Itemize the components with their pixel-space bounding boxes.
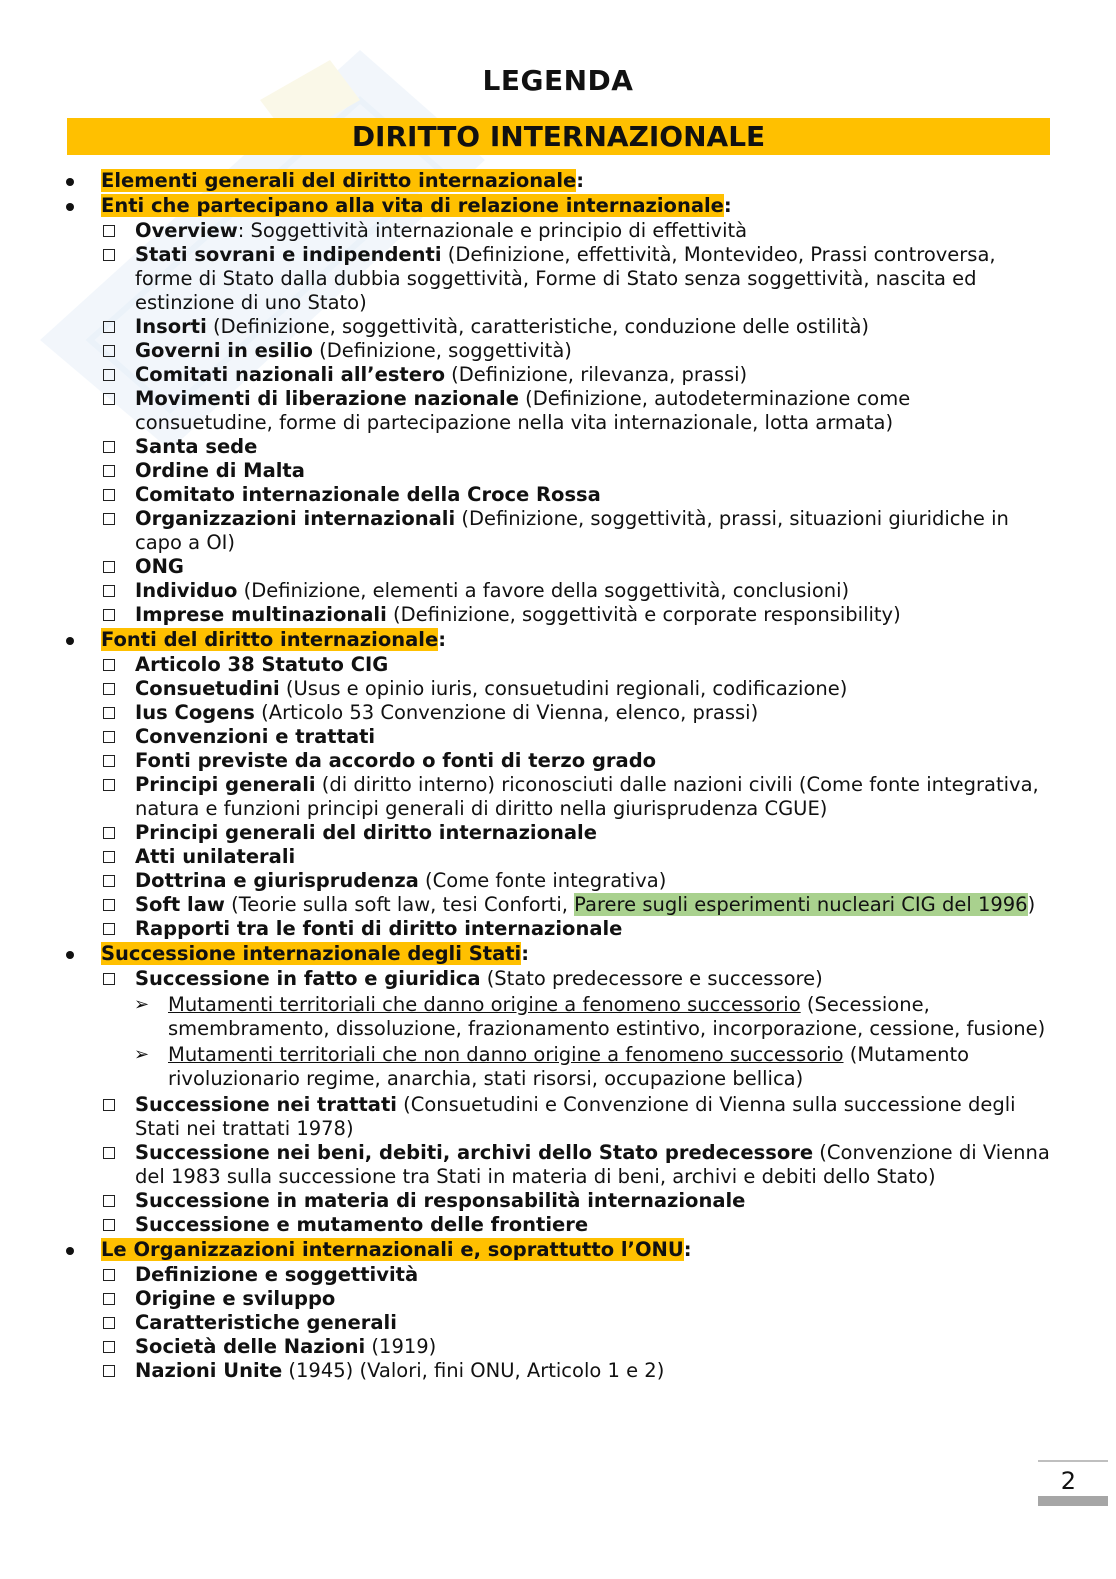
item-detail: (Definizione, autodeterminazione come consuetudine, forme di partecipazione nella vita internazionale, lotta armata) bbox=[135, 387, 911, 434]
item-detail: (Definizione, soggettività) bbox=[312, 339, 572, 362]
section-banner: DIRITTO INTERNAZIONALE bbox=[67, 118, 1050, 155]
checkbox-icon bbox=[103, 731, 115, 743]
item-detail: (Usus e opinio iuris, consuetudini regionali, codificazione) bbox=[279, 677, 848, 700]
item-title: Ordine di Malta bbox=[135, 459, 305, 482]
item-detail: (Definizione, soggettività, caratteristiche, conduzione delle ostilità) bbox=[206, 315, 870, 338]
checkbox-icon bbox=[103, 369, 115, 381]
checkbox-icon bbox=[103, 1269, 115, 1281]
list-item bbox=[0, 363, 1116, 387]
checkbox-icon bbox=[103, 1195, 115, 1207]
list-item bbox=[0, 773, 1116, 821]
section-heading-text: Le Organizzazioni internazionali e, soprattutto l’ONU bbox=[101, 1238, 684, 1261]
checkbox-icon bbox=[103, 923, 115, 935]
list-item bbox=[0, 219, 1116, 243]
section-heading bbox=[0, 1238, 1116, 1262]
heading-colon: : bbox=[521, 942, 530, 965]
page-number-bar bbox=[1038, 1496, 1108, 1506]
checkbox-icon bbox=[103, 489, 115, 501]
sub-item-title: Mutamenti territoriali che danno origine a fenomeno successorio bbox=[168, 993, 801, 1016]
item-highlight: Parere sugli esperimenti nucleari CIG del 1996 bbox=[574, 893, 1028, 916]
list-item bbox=[0, 1093, 1116, 1141]
section-heading bbox=[0, 169, 1116, 193]
list-item bbox=[0, 725, 1116, 749]
list-item bbox=[0, 1263, 1116, 1287]
checkbox-icon bbox=[103, 899, 115, 911]
list-item bbox=[0, 579, 1116, 603]
item-title: Principi generali bbox=[135, 773, 316, 796]
section-heading-text: Successione internazionale degli Stati bbox=[101, 942, 522, 965]
item-detail: (Definizione, rilevanza, prassi) bbox=[444, 363, 748, 386]
list-item bbox=[0, 1141, 1116, 1189]
item-title: Successione in fatto e giuridica bbox=[135, 967, 481, 990]
item-title: Articolo 38 Statuto CIG bbox=[135, 653, 389, 676]
list-item bbox=[0, 387, 1116, 435]
item-detail: (Definizione, elementi a favore della soggettività, conclusioni) bbox=[237, 579, 850, 602]
item-detail: (di diritto interno) riconosciuti dalle nazioni civili (Come fonte integrativa, natura e funzioni principi generali di diritto nella giurisprudenza CGUE) bbox=[135, 773, 1039, 820]
item-title: Successione in materia di responsabilità internazionale bbox=[135, 1189, 746, 1212]
list-item bbox=[0, 677, 1116, 701]
checkbox-icon bbox=[103, 1293, 115, 1305]
item-title: Fonti previste da accordo o fonti di terzo grado bbox=[135, 749, 657, 772]
item-detail: (Teorie sulla soft law, tesi Conforti, bbox=[224, 893, 575, 916]
checkbox-icon bbox=[103, 827, 115, 839]
item-detail-end: ) bbox=[1027, 893, 1036, 916]
item-title: Nazioni Unite bbox=[135, 1359, 283, 1382]
checkbox-icon bbox=[103, 609, 115, 621]
checkbox-icon bbox=[103, 973, 115, 985]
item-title: Organizzazioni internazionali bbox=[135, 507, 456, 530]
checkbox-icon bbox=[103, 1147, 115, 1159]
bullet-icon bbox=[66, 178, 74, 186]
bullet-icon bbox=[66, 637, 74, 645]
page-number: 2 bbox=[1060, 1467, 1076, 1495]
checkbox-icon bbox=[103, 755, 115, 767]
item-title: Movimenti di liberazione nazionale bbox=[135, 387, 519, 410]
list-item bbox=[0, 507, 1116, 555]
section-heading bbox=[0, 194, 1116, 218]
bullet-icon bbox=[66, 1247, 74, 1255]
item-title: Successione e mutamento delle frontiere bbox=[135, 1213, 589, 1236]
item-title: Convenzioni e trattati bbox=[135, 725, 376, 748]
checkbox-icon bbox=[103, 249, 115, 261]
item-title: Caratteristiche generali bbox=[135, 1311, 397, 1334]
checkbox-icon bbox=[103, 441, 115, 453]
checkbox-icon bbox=[103, 1317, 115, 1329]
item-detail: (Consuetudini e Convenzione di Vienna sulla successione degli Stati nei trattati 1978) bbox=[135, 1093, 1016, 1140]
list-item bbox=[0, 603, 1116, 627]
bullet-icon bbox=[66, 951, 74, 959]
item-title: Origine e sviluppo bbox=[135, 1287, 336, 1310]
outline bbox=[0, 168, 1116, 1383]
list-item bbox=[0, 917, 1116, 941]
item-title: Dottrina e giurisprudenza bbox=[135, 869, 419, 892]
list-item bbox=[0, 967, 1116, 991]
item-title: Atti unilaterali bbox=[135, 845, 296, 868]
list-item bbox=[0, 483, 1116, 507]
checkbox-icon bbox=[103, 683, 115, 695]
item-title: Successione nei beni, debiti, archivi dello Stato predecessore bbox=[135, 1141, 814, 1164]
item-detail: (Convenzione di Vienna del 1983 sulla successione tra Stati in materia di beni, archivi e debiti dello Stato) bbox=[135, 1141, 1050, 1188]
item-title: Principi generali del diritto internazionale bbox=[135, 821, 597, 844]
item-title: Imprese multinazionali bbox=[135, 603, 387, 626]
sub-item-title: Mutamenti territoriali che non danno origine a fenomeno successorio bbox=[168, 1043, 844, 1066]
item-detail: (Articolo 53 Convenzione di Vienna, elenco, prassi) bbox=[254, 701, 759, 724]
heading-colon: : bbox=[683, 1238, 692, 1261]
sub-item bbox=[0, 1043, 1116, 1091]
arrow-bullet-icon: ➢ bbox=[134, 1044, 150, 1065]
item-title: Comitati nazionali all’estero bbox=[135, 363, 445, 386]
checkbox-icon bbox=[103, 393, 115, 405]
checkbox-icon bbox=[103, 321, 115, 333]
section-heading-text: Elementi generali del diritto internazionale bbox=[101, 169, 577, 192]
item-title: Soft law bbox=[135, 893, 225, 916]
sub-item bbox=[0, 993, 1116, 1041]
item-title: Definizione e soggettività bbox=[135, 1263, 419, 1286]
checkbox-icon bbox=[103, 465, 115, 477]
list-item bbox=[0, 653, 1116, 677]
heading-colon: : bbox=[723, 194, 732, 217]
list-item bbox=[0, 701, 1116, 725]
item-detail: (1919) bbox=[365, 1335, 437, 1358]
item-detail: (Definizione, soggettività e corporate responsibility) bbox=[386, 603, 901, 626]
bullet-icon bbox=[66, 203, 74, 211]
list-item bbox=[0, 1287, 1116, 1311]
item-title: Successione nei trattati bbox=[135, 1093, 397, 1116]
item-title: Rapporti tra le fonti di diritto internazionale bbox=[135, 917, 623, 940]
sub-item-detail: (Mutamento rivoluzionario regime, anarchia, stati risorsi, occupazione bellica) bbox=[168, 1043, 970, 1090]
section-heading bbox=[0, 628, 1116, 652]
checkbox-icon bbox=[103, 779, 115, 791]
section-heading-text: Fonti del diritto internazionale bbox=[101, 628, 439, 651]
list-item bbox=[0, 845, 1116, 869]
list-item bbox=[0, 1213, 1116, 1237]
item-detail: (Definizione, effettività, Montevideo, Prassi controversa, forme di Stato dalla dubbia soggettività, Forme di Stato senza soggettività, nascita ed estinzione di uno Stato) bbox=[135, 243, 996, 314]
list-item bbox=[0, 315, 1116, 339]
checkbox-icon bbox=[103, 513, 115, 525]
checkbox-icon bbox=[103, 851, 115, 863]
section-heading bbox=[0, 942, 1116, 966]
page-title: LEGENDA bbox=[482, 64, 634, 97]
checkbox-icon bbox=[103, 1219, 115, 1231]
item-title: Ius Cogens bbox=[135, 701, 255, 724]
list-item bbox=[0, 821, 1116, 845]
list-item bbox=[0, 459, 1116, 483]
list-item bbox=[0, 243, 1116, 315]
list-item bbox=[0, 749, 1116, 773]
item-title: Consuetudini bbox=[135, 677, 280, 700]
checkbox-icon bbox=[103, 225, 115, 237]
list-item bbox=[0, 1359, 1116, 1383]
item-title: Overview bbox=[135, 219, 238, 242]
checkbox-icon bbox=[103, 561, 115, 573]
item-detail: (Definizione, soggettività, prassi, situazioni giuridiche in capo a OI) bbox=[135, 507, 1009, 554]
checkbox-icon bbox=[103, 659, 115, 671]
heading-colon: : bbox=[438, 628, 446, 651]
list-item bbox=[0, 339, 1116, 363]
item-title: Società delle Nazioni bbox=[135, 1335, 366, 1358]
item-separator: : bbox=[237, 219, 245, 242]
heading-colon: : bbox=[576, 169, 585, 192]
section-heading-text: Enti che partecipano alla vita di relazione internazionale bbox=[101, 194, 724, 217]
item-title: Stati sovrani e indipendenti bbox=[135, 243, 442, 266]
item-title: Governi in esilio bbox=[135, 339, 313, 362]
arrow-bullet-icon: ➢ bbox=[134, 994, 150, 1015]
list-item bbox=[0, 555, 1116, 579]
item-detail: Soggettività internazionale e principio di effettività bbox=[244, 219, 748, 242]
item-title: Insorti bbox=[135, 315, 207, 338]
item-title: Comitato internazionale della Croce Rossa bbox=[135, 483, 601, 506]
checkbox-icon bbox=[103, 345, 115, 357]
checkbox-icon bbox=[103, 875, 115, 887]
list-item bbox=[0, 869, 1116, 893]
item-detail: (Stato predecessore e successore) bbox=[480, 967, 823, 990]
list-item bbox=[0, 1189, 1116, 1213]
list-item bbox=[0, 893, 1116, 917]
list-item bbox=[0, 1335, 1116, 1359]
checkbox-icon bbox=[103, 585, 115, 597]
list-item bbox=[0, 435, 1116, 459]
checkbox-icon bbox=[103, 1365, 115, 1377]
item-title: ONG bbox=[135, 555, 184, 578]
page-number-rule bbox=[1038, 1460, 1108, 1462]
item-detail: (1945) (Valori, fini ONU, Articolo 1 e 2) bbox=[282, 1359, 665, 1382]
item-title: Santa sede bbox=[135, 435, 258, 458]
item-title: Individuo bbox=[135, 579, 238, 602]
list-item bbox=[0, 1311, 1116, 1335]
item-detail: (Come fonte integrativa) bbox=[418, 869, 667, 892]
checkbox-icon bbox=[103, 1099, 115, 1111]
checkbox-icon bbox=[103, 707, 115, 719]
checkbox-icon bbox=[103, 1341, 115, 1353]
sub-item-detail: (Secessione, smembramento, dissoluzione, frazionamento estintivo, incorporazione, cessione, fusione) bbox=[168, 993, 1046, 1040]
